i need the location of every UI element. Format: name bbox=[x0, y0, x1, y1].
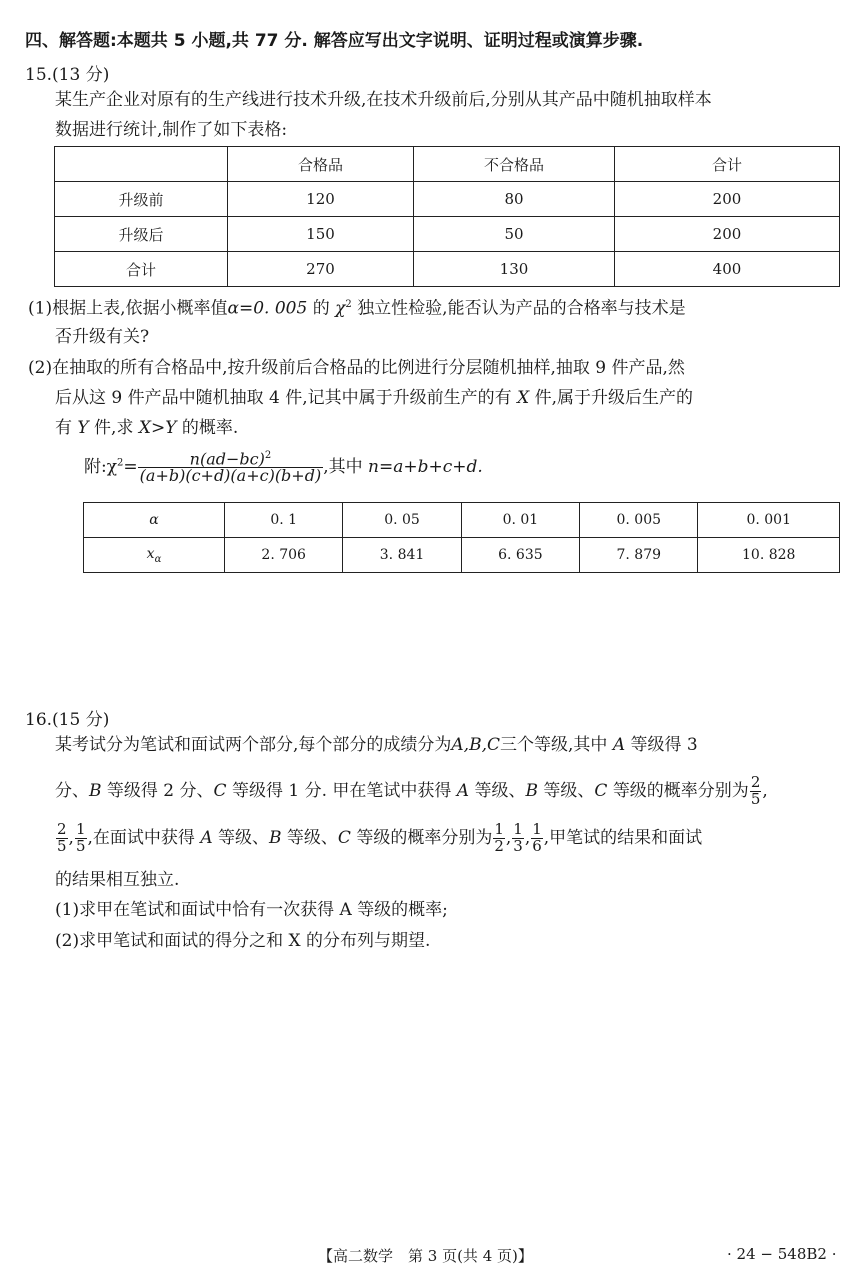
q15-part1-line1 bbox=[28, 300, 686, 318]
x-subscript: α bbox=[154, 553, 162, 565]
denominator-text: (a+b)(c+d)(a+c)(b+d) bbox=[139, 466, 322, 486]
text-run: 分、 bbox=[55, 780, 89, 801]
fraction-numerator: 1 bbox=[75, 820, 86, 838]
grades: A,B,C bbox=[451, 735, 500, 755]
probability-fraction bbox=[531, 822, 543, 855]
probability-fraction bbox=[750, 775, 762, 808]
grade-c: C bbox=[213, 780, 227, 801]
table-header-cell: 合格品 bbox=[228, 147, 414, 182]
table-cell: 80 bbox=[414, 182, 615, 217]
text-run: 件,求 bbox=[94, 418, 134, 438]
table-header-row bbox=[55, 147, 840, 182]
table-row bbox=[84, 538, 840, 573]
probability-fraction bbox=[512, 822, 524, 855]
chi-symbol: χ bbox=[335, 298, 346, 319]
table-cell: 合计 bbox=[55, 252, 228, 287]
var-y: Y bbox=[77, 418, 89, 438]
q15-formula bbox=[84, 451, 483, 484]
q15-part1-line2: 否升级有关? bbox=[55, 327, 150, 347]
table-cell: 3. 841 bbox=[343, 538, 461, 573]
text-run: 等级得 2 分、 bbox=[106, 780, 214, 801]
fraction-denominator: 2 bbox=[494, 836, 504, 855]
var-x: X bbox=[517, 388, 530, 408]
probability-fraction bbox=[56, 822, 68, 855]
table-header-cell bbox=[55, 147, 228, 182]
grade-b: B bbox=[525, 780, 538, 801]
text-run: 等级、 bbox=[543, 780, 595, 801]
q15-intro-line2: 数据进行统计,制作了如下表格: bbox=[55, 120, 288, 140]
table-row bbox=[84, 503, 840, 538]
q15-part2-line1: (2)在抽取的所有合格品中,按升级前后合格品的比例进行分层随机抽样,抽取 9 件产品,然 bbox=[28, 358, 685, 378]
text-run: ,在面试中获得 bbox=[87, 827, 195, 848]
text-run: 等级得 3 bbox=[630, 735, 698, 755]
text-run: 的概率. bbox=[181, 418, 239, 438]
q15-intro-line1: 某生产企业对原有的生产线进行技术升级,在技术升级前后,分别从其产品中随机抽取样本 bbox=[55, 90, 712, 110]
text-run: 等级、 bbox=[474, 780, 526, 801]
text-run: ,甲笔试的结果和面试 bbox=[543, 827, 703, 848]
probability-fraction bbox=[493, 822, 505, 855]
grade-c: C bbox=[594, 780, 608, 801]
superscript: 2 bbox=[117, 457, 124, 469]
text-run: 等级、 bbox=[286, 827, 338, 848]
table-cell: 200 bbox=[615, 182, 840, 217]
table-cell: 270 bbox=[228, 252, 414, 287]
fraction-denominator: 6 bbox=[532, 836, 542, 855]
table-cell: 120 bbox=[228, 182, 414, 217]
numerator-text: n(ad−bc) bbox=[189, 449, 265, 469]
grade-a: A bbox=[456, 780, 470, 801]
grade-a: A bbox=[612, 735, 626, 755]
table-cell: 升级后 bbox=[55, 217, 228, 252]
table-cell: 0. 05 bbox=[343, 503, 461, 538]
table-cell: 0. 001 bbox=[698, 503, 840, 538]
section-heading: 四、解答题:本题共 5 小题,共 77 分. 解答应写出文字说明、证明过程或演算步骤. bbox=[25, 31, 644, 51]
chi-square-fraction bbox=[138, 451, 324, 484]
table-cell: 10. 828 bbox=[698, 538, 840, 573]
q15-contingency-table bbox=[54, 146, 840, 287]
q15-part2-line3 bbox=[55, 420, 238, 437]
q16-line1 bbox=[55, 737, 698, 754]
table-cell: 400 bbox=[615, 252, 840, 287]
table-cell: 0. 005 bbox=[580, 503, 698, 538]
table-cell: 200 bbox=[615, 217, 840, 252]
page-footer: 【高二数学 第 3 页(共 4 页)】 bbox=[318, 1247, 533, 1265]
text-run: 等级、 bbox=[218, 827, 269, 848]
table-cell: 150 bbox=[228, 217, 414, 252]
fraction-denominator: 5 bbox=[750, 789, 761, 808]
fraction-numerator: 2 bbox=[750, 773, 761, 791]
fraction-numerator: 1 bbox=[513, 820, 523, 838]
table-cell: 升级前 bbox=[55, 182, 228, 217]
q16-part2: (2)求甲笔试和面试的得分之和 X 的分布列与期望. bbox=[55, 931, 431, 951]
table-row bbox=[55, 182, 840, 217]
table-cell: 2. 706 bbox=[225, 538, 343, 573]
x-label: x bbox=[146, 545, 155, 562]
formula-prefix: 附:χ bbox=[84, 457, 118, 478]
text-run: 某考试分为笔试和面试两个部分,每个部分的成绩分为 bbox=[55, 735, 452, 755]
table-cell bbox=[84, 503, 225, 538]
table-row bbox=[55, 252, 840, 287]
text-run: 后从这 9 件产品中随机抽取 4 件,记其中属于升级前生产的有 bbox=[55, 388, 512, 408]
q16-line3: $\frac{2}{5}$ , $\frac{1}{5}$ ,在面试中获得 A 等级、B 等级、C 等级的概率分别为 $\frac{1}{2}$ , $\frac{1}{3}$ , $\frac{1}{6}$ ,甲笔试的结果和面试 bbox=[57, 820, 703, 855]
table-header-cell: 合计 bbox=[615, 147, 840, 182]
text-run: 的 bbox=[312, 298, 330, 319]
alpha-value: α=0. 005 bbox=[227, 298, 308, 319]
table-cell: 7. 879 bbox=[580, 538, 698, 573]
probability-fraction bbox=[75, 822, 87, 855]
text-run: 等级的概率分别为 bbox=[612, 780, 749, 801]
fraction-denominator: 5 bbox=[57, 836, 67, 855]
exam-code: · 24 − 548B2 · bbox=[727, 1245, 837, 1263]
table-header-cell: 不合格品 bbox=[414, 147, 615, 182]
table-cell: 6. 635 bbox=[461, 538, 579, 573]
n-definition: n=a+b+c+d. bbox=[368, 457, 483, 478]
text-run: 等级得 1 分. 甲在笔试中获得 bbox=[231, 780, 452, 801]
fraction-numerator bbox=[138, 451, 324, 467]
text-run: (1)根据上表,依据小概率值 bbox=[28, 298, 228, 319]
grade-b: B bbox=[269, 827, 282, 848]
grade-b: B bbox=[89, 780, 102, 801]
superscript: 2 bbox=[345, 299, 352, 310]
alpha-label: α bbox=[149, 512, 159, 528]
superscript: 2 bbox=[264, 450, 272, 461]
fraction-numerator: 1 bbox=[532, 820, 542, 838]
table-cell: 0. 1 bbox=[225, 503, 343, 538]
grade-a: A bbox=[200, 827, 213, 848]
equals-sign: = bbox=[123, 457, 138, 478]
text-run: 三个等级,其中 bbox=[500, 735, 608, 755]
fraction-numerator: 2 bbox=[57, 820, 67, 838]
text-run: 有 bbox=[55, 418, 72, 438]
q15-part2-line2 bbox=[55, 390, 693, 407]
table-cell: 130 bbox=[414, 252, 615, 287]
table-cell: 0. 01 bbox=[461, 503, 579, 538]
q16-line4: 的结果相互独立. bbox=[55, 870, 180, 890]
q15-number: 15.(13 分) bbox=[25, 65, 110, 85]
q16-line2: 分、B 等级得 2 分、C 等级得 1 分. 甲在笔试中获得 A 等级、B 等级、C 等级的概率分别为 $\frac{2}{5}$ , bbox=[55, 773, 768, 808]
grade-c: C bbox=[337, 827, 351, 848]
table-row bbox=[55, 217, 840, 252]
inequality: X>Y bbox=[138, 418, 177, 438]
text-run: 独立性检验,能否认为产品的合格率与技术是 bbox=[357, 298, 686, 319]
q16-number: 16.(15 分) bbox=[25, 710, 110, 730]
q16-part1: (1)求甲在笔试和面试中恰有一次获得 A 等级的概率; bbox=[55, 900, 448, 920]
table-cell: 50 bbox=[414, 217, 615, 252]
fraction-denominator bbox=[138, 467, 324, 484]
fraction-denominator: 3 bbox=[513, 836, 523, 855]
table-cell bbox=[84, 538, 225, 573]
text-run: ,其中 bbox=[323, 457, 363, 478]
fraction-numerator: 1 bbox=[494, 820, 504, 838]
fraction-denominator: 5 bbox=[75, 836, 86, 855]
text-run: 件,属于升级后生产的 bbox=[534, 388, 693, 408]
text-run: 等级的概率分别为 bbox=[356, 827, 493, 848]
q15-critical-value-table bbox=[83, 502, 840, 573]
